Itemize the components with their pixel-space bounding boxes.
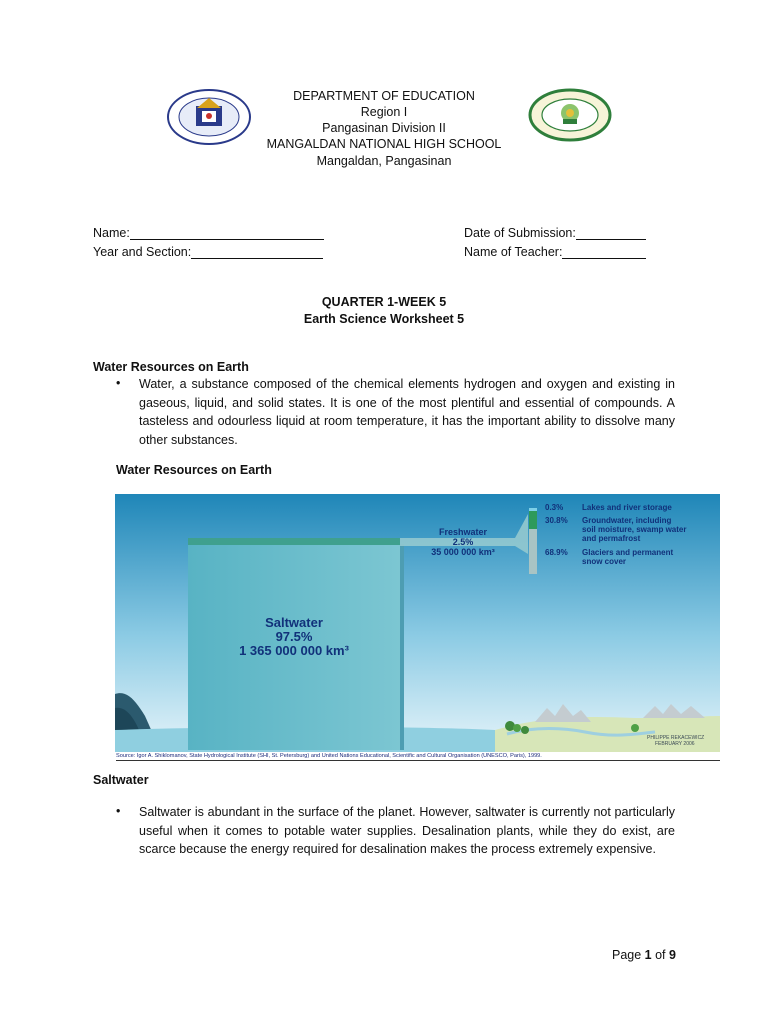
teacher-label: Name of Teacher: xyxy=(464,245,563,259)
quarter-title: QUARTER 1-WEEK 5 xyxy=(321,295,447,309)
worksheet-title: Earth Science Worksheet 5 xyxy=(303,312,465,326)
freshwater-label: Freshwater xyxy=(438,527,488,537)
credit-author: PHILIPPE REKACEWICZ xyxy=(647,735,705,741)
lakes-bar xyxy=(529,508,537,511)
page-prefix: Page xyxy=(612,948,645,962)
groundwater-percent: 30.8% xyxy=(545,516,568,525)
glaciers-percent: 68.9% xyxy=(545,548,568,557)
teacher-blank[interactable] xyxy=(562,245,646,259)
name-label: Name: xyxy=(93,226,130,240)
name-field[interactable] xyxy=(93,226,324,240)
section-heading-saltwater: Saltwater xyxy=(93,773,149,787)
water-distribution-figure xyxy=(115,494,720,752)
saltwater-paragraph: Saltwater is abundant in the surface of the planet. However, saltwater is currently not particularly useful when it comes to potable water supplies. Desalination plants, while they do exist, are scarce because the energy required for desalination makes the process extremely expensive. xyxy=(139,805,675,857)
glaciers-label-1: Glaciers and permanent xyxy=(582,548,674,557)
header-division: Pangasinan Division II xyxy=(322,121,446,135)
header-location: Mangaldan, Pangasinan xyxy=(316,154,452,168)
figure-source: Source: Igor A. Shiklomanov, State Hydrological Institute (SHI, St. Petersburg) and United Nations Educational, Scientific and Cultural Organisation (UNESCO, Paris), 1999. xyxy=(116,752,720,761)
year-section-label: Year and Section: xyxy=(93,245,192,259)
teacher-field[interactable] xyxy=(464,245,646,259)
saltwater-volume: 1 365 000 000 km³ xyxy=(239,643,349,658)
saltwater-percent: 97.5% xyxy=(275,629,313,644)
page-total: 9 xyxy=(669,948,676,962)
header-region: Region I xyxy=(360,105,408,119)
section-heading-water-resources: Water Resources on Earth xyxy=(93,360,249,374)
freshwater-percent: 2.5% xyxy=(452,537,474,547)
date-submission-field[interactable] xyxy=(464,226,646,240)
bullet-marker-saltwater: • xyxy=(116,804,121,818)
lakes-label: Lakes and river storage xyxy=(582,503,672,512)
bullet-marker: • xyxy=(116,376,121,390)
date-submission-label: Date of Submission: xyxy=(464,226,576,240)
date-submission-blank[interactable] xyxy=(576,226,646,240)
page-number xyxy=(612,948,676,962)
groundwater-label-1: Groundwater, including xyxy=(582,516,672,525)
groundwater-label-2: soil moisture, swamp water xyxy=(582,525,687,534)
header-school: MANGALDAN NATIONAL HIGH SCHOOL xyxy=(266,137,502,151)
saltwater-label: Saltwater xyxy=(265,615,323,630)
credit-date: FEBRUARY 2006 xyxy=(655,741,695,747)
year-section-blank[interactable] xyxy=(191,245,323,259)
glaciers-label-2: snow cover xyxy=(582,557,627,566)
groundwater-label-3: and permafrost xyxy=(582,534,641,543)
name-blank[interactable] xyxy=(130,226,324,240)
page-current: 1 xyxy=(644,948,652,962)
year-section-field[interactable] xyxy=(93,245,323,259)
header-department: DEPARTMENT OF EDUCATION xyxy=(293,89,475,103)
figure-subheading: Water Resources on Earth xyxy=(116,463,272,477)
lakes-percent: 0.3% xyxy=(545,503,564,512)
water-paragraph: Water, a substance composed of the chemical elements hydrogen and oxygen and existing in gaseous, liquid, and solid states. It is one of the most plentiful and essential of compounds. A tasteless and odourless liquid at room temperature, it has the important ability to dissolve many other substances. xyxy=(139,377,675,447)
freshwater-volume: 35 000 000 km³ xyxy=(431,547,495,557)
glaciers-bar xyxy=(529,529,537,574)
page-of: of xyxy=(651,948,669,962)
groundwater-bar xyxy=(529,511,537,529)
